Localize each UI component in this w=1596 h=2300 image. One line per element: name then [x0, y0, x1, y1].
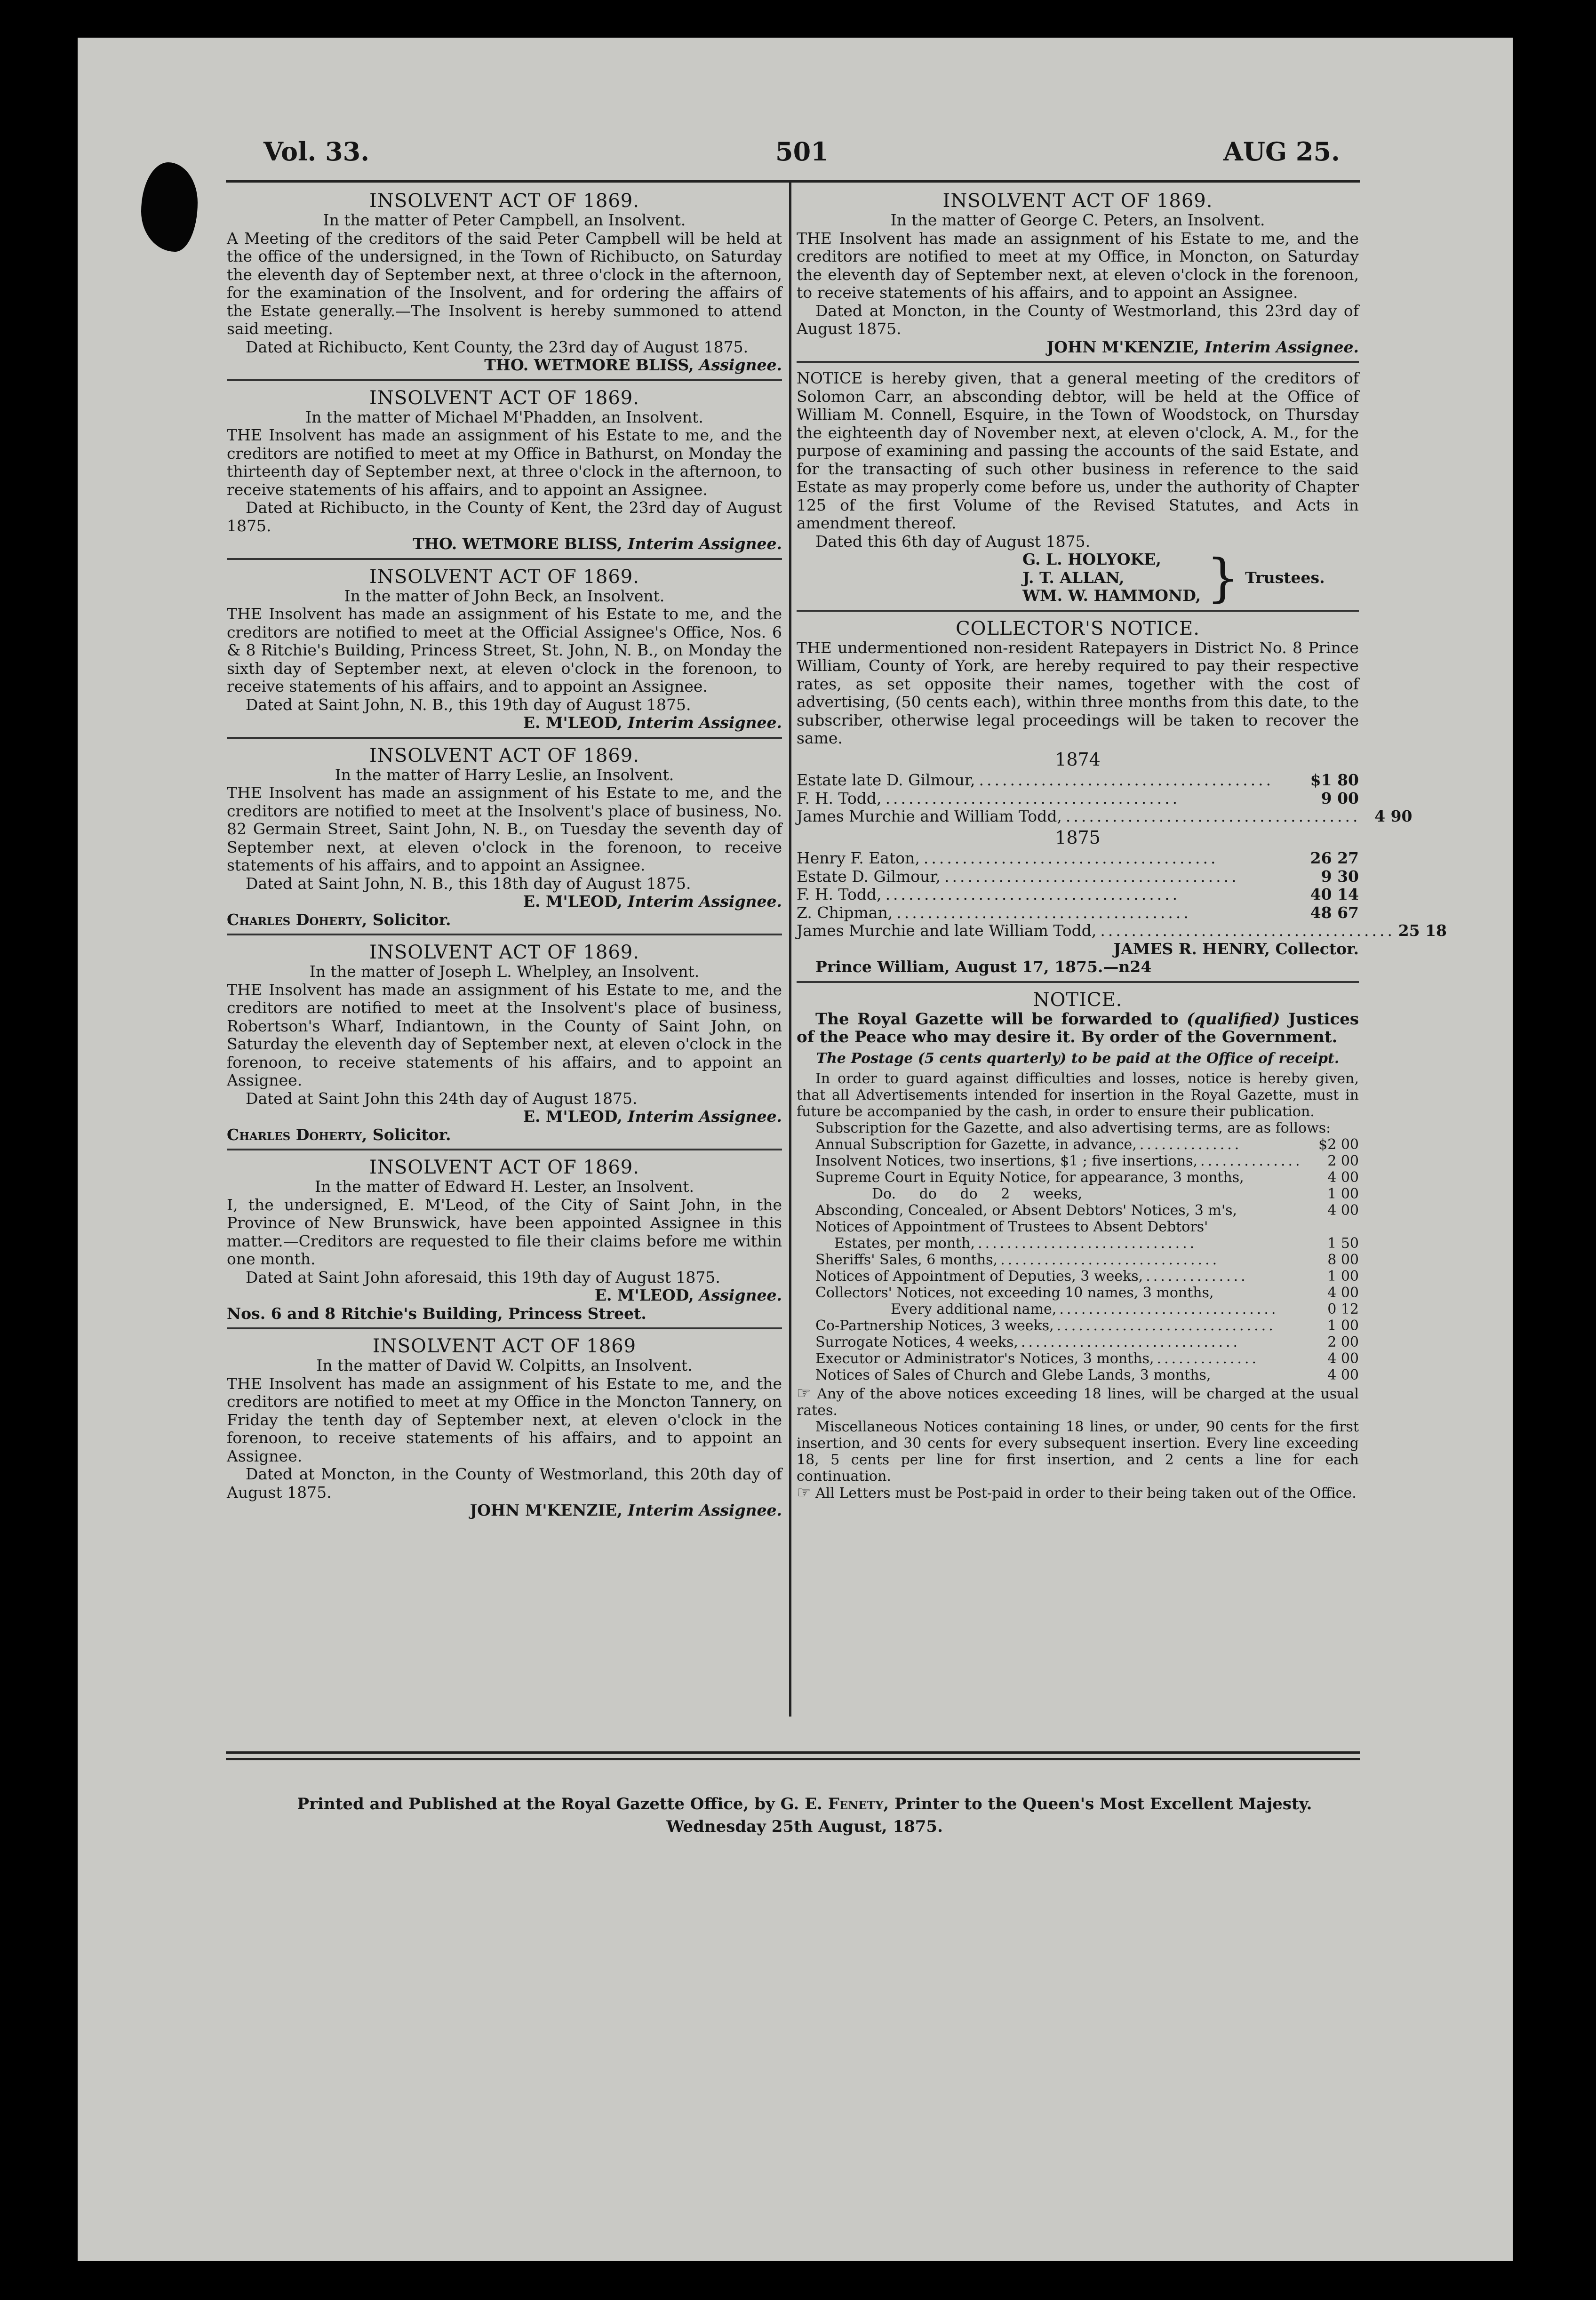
- footer-rule-top: [226, 1751, 1360, 1754]
- rate-row: [815, 1219, 1359, 1235]
- distribution-text: The Royal Gazette will be forwarded to: [815, 1009, 1187, 1029]
- notice-title: NOTICE.: [1033, 989, 1123, 1011]
- notice-signature: [227, 1501, 782, 1520]
- notice-matter: In the matter of Harry Leslie, an Insolvent.: [335, 765, 674, 784]
- notice-body: THE Insolvent has made an assignment of his Estate to me, and the creditors are notified to meet at the Official Assignee's Office, Nos. 6 & 8 Ritchie's Building, Princess Street, St. John, N. B., on Monday the sixth day of September next, at eleven o'clock in the forenoon, to receive statements of his affairs, and to appoint an Assignee.: [227, 605, 782, 695]
- ratepayer-name: James Murchie and William Todd,: [797, 807, 1062, 825]
- brace-glyph: }: [1206, 547, 1240, 608]
- notice-title: INSOLVENT ACT OF 1869.: [369, 942, 639, 963]
- leader-dots: [1211, 1367, 1307, 1383]
- rate-name: Co-Partnership Notices, 3 weeks,: [815, 1317, 1054, 1334]
- rate-amount: 40 14: [1310, 885, 1359, 903]
- leader-dots: ......................................: [1100, 921, 1396, 940]
- year-heading: 1874: [1055, 749, 1101, 770]
- rate-row: [815, 1268, 1359, 1285]
- signer-name: E. M'LEOD,: [594, 1286, 694, 1304]
- signer-title: Assignee.: [699, 356, 782, 374]
- notice-title: INSOLVENT ACT OF 1869: [372, 1335, 637, 1357]
- postage-note: The Postage (5 cents quarterly) to be paid at the Office of receipt.: [816, 1050, 1340, 1067]
- rate-amount: 1 00: [1327, 1317, 1359, 1334]
- ratepayer-row: [797, 807, 1412, 826]
- notice-signature: [227, 356, 782, 375]
- solicitor-name: Charles Doherty: [227, 1125, 362, 1144]
- leader-dots: [1237, 1202, 1307, 1219]
- ratepayer-row: [797, 771, 1359, 790]
- notice-colpitts: [227, 1336, 782, 1520]
- notice-peters: [797, 191, 1359, 363]
- notice-matter: In the matter of Edward H. Lester, an Insolvent.: [315, 1177, 694, 1196]
- ratepayer-name: F. H. Todd,: [797, 789, 882, 807]
- imprint-text-end: , Printer to the Queen's Most Excellent Majesty.: [883, 1795, 1312, 1813]
- rate-name: Surrogate Notices, 4 weeks,: [815, 1334, 1018, 1350]
- rates-list: [797, 1136, 1359, 1383]
- imprint-line: [263, 1793, 1346, 1815]
- qualified-text: (qualified): [1186, 1009, 1280, 1029]
- collector-signature: JAMES R. HENRY, Collector.: [1113, 939, 1359, 958]
- pointing-hand-icon: ☞: [797, 1383, 811, 1403]
- collector-place-date: Prince William, August 17, 1875.—n24: [815, 958, 1152, 976]
- trustees-block: [797, 547, 1359, 608]
- ratepayer-name: Henry F. Eaton,: [797, 849, 920, 867]
- excess-lines-text: Any of the above notices exceeding 18 lines, will be charged at the usual rates.: [797, 1385, 1359, 1419]
- pointing-hand-icon: ☞: [797, 1483, 811, 1502]
- solicitor-line: [227, 911, 782, 929]
- rate-amount: 9 30: [1321, 867, 1359, 886]
- rate-amount: 48 67: [1310, 903, 1359, 922]
- notice-dated: Dated at Saint John aforesaid, this 19th day of August 1875.: [246, 1268, 720, 1286]
- leader-dots: ..............................: [1059, 1301, 1279, 1318]
- notice-carr: [797, 369, 1359, 612]
- rate-amount: 25 18: [1398, 921, 1447, 940]
- leader-dots: ......................................: [885, 789, 1181, 807]
- leader-dots: ..............: [1146, 1268, 1248, 1285]
- signer-name: E. M'LEOD,: [523, 713, 622, 732]
- notice-dated: Dated at Saint John this 24th day of August 1875.: [246, 1089, 638, 1108]
- leader-dots: ......................................: [944, 867, 1239, 886]
- excess-lines-note: [797, 1385, 1359, 1419]
- rate-amount: 4 00: [1327, 1169, 1359, 1186]
- rate-row: [815, 1235, 1359, 1252]
- rate-row: [815, 1285, 1359, 1301]
- leader-dots: ..............: [1200, 1152, 1303, 1169]
- imprint-date: Wednesday 25th August, 1875.: [666, 1817, 943, 1836]
- signer-name: E. M'LEOD,: [523, 1107, 622, 1126]
- rate-row: [815, 1186, 1359, 1202]
- gazette-distribution: [797, 1010, 1359, 1046]
- notice-matter: In the matter of Peter Campbell, an Insolvent.: [323, 211, 686, 229]
- rate-amount: 0 12: [1327, 1301, 1359, 1318]
- trustee-name: J. T. ALLAN,: [1022, 568, 1125, 587]
- leader-dots: ..............: [1139, 1136, 1242, 1153]
- notice-matter: In the matter of John Beck, an Insolvent.: [344, 586, 665, 605]
- leader-dots: [1082, 1186, 1307, 1202]
- rate-amount: 4 90: [1374, 807, 1412, 825]
- solicitor-role: , Solicitor.: [361, 910, 451, 929]
- miscellaneous-notices-text: Miscellaneous Notices containing 18 lines, or under, 90 cents for the first insertion, and 30 cents for every subsequent insertion. Every line exceeding 18, 5 cents per line for first insertion, and 2 cents a line for each continuation.: [797, 1418, 1359, 1485]
- ratepayer-row: [797, 886, 1359, 904]
- ratepayer-row: [797, 921, 1447, 940]
- leader-dots: [1208, 1219, 1307, 1235]
- rate-name: Supreme Court in Equity Notice, for appearance, 3 months,: [815, 1169, 1244, 1186]
- volume-label: Vol. 33.: [263, 136, 370, 167]
- notice-dated: Dated at Moncton, in the County of Westmorland, this 20th day of August 1875.: [227, 1465, 782, 1501]
- rate-name: Annual Subscription for Gazette, in advance,: [815, 1136, 1137, 1153]
- printer-name: Fenety: [828, 1795, 884, 1813]
- notice-body: A Meeting of the creditors of the said Peter Campbell will be held at the office of the undersigned, in the Town of Richibucto, on Saturday the eleventh day of September next, at three o'clock in the afternoon, for the examination of the Insolvent, and for ordering the affairs of the Estate generally.—The Insolvent is hereby summoned to attend said meeting.: [227, 229, 782, 338]
- notice-title: INSOLVENT ACT OF 1869.: [369, 190, 639, 212]
- ratepayer-name: Estate late D. Gilmour,: [797, 771, 975, 789]
- left-column: [227, 191, 782, 1520]
- notice-matter: In the matter of Joseph L. Whelpley, an Insolvent.: [309, 962, 700, 981]
- rate-row: [815, 1153, 1359, 1169]
- rate-name: Estates, per month,: [834, 1235, 975, 1252]
- notice-beck: [227, 567, 782, 739]
- leader-dots: [1244, 1169, 1307, 1186]
- right-column: [797, 190, 1447, 1502]
- rate-name: Notices of Sales of Church and Glebe Lands, 3 months,: [815, 1366, 1211, 1383]
- ink-blot: [141, 162, 198, 252]
- notice-dated: Dated at Richibucto, in the County of Kent, the 23rd day of August 1875.: [227, 498, 782, 535]
- ratepayer-row: [797, 790, 1359, 808]
- notice-dated: Dated at Moncton, in the County of Westmorland, this 23rd day of August 1875.: [797, 301, 1359, 338]
- rate-row: [815, 1318, 1359, 1334]
- ratepayer-row: [797, 904, 1359, 922]
- solicitor-name: Charles Doherty: [227, 910, 362, 929]
- solicitor-line: [227, 1126, 782, 1144]
- rate-amount: 4 00: [1327, 1366, 1359, 1383]
- notice-body: THE Insolvent has made an assignment of his Estate to me, and the creditors are notified to meet at my Office, in Moncton, on Saturday the eleventh day of September next, at eleven o'clock in the forenoon, to receive statements of his affairs, and to appoint an Assignee.: [797, 229, 1359, 302]
- leader-dots: ......................................: [896, 903, 1191, 922]
- collectors-notice: [797, 617, 1447, 983]
- rate-row: [815, 1350, 1359, 1367]
- notice-signature: [227, 714, 782, 732]
- rate-amount: 1 00: [1327, 1185, 1359, 1202]
- leader-dots: ......................................: [1065, 807, 1361, 825]
- rate-name: Executor or Administrator's Notices, 3 months,: [815, 1350, 1154, 1367]
- advertising-notice: In order to guard against difficulties and losses, notice is hereby given, that all Advertisements intended for insertion in the Royal Gazette, must in future be accompanied by the cash, in order to ensure their publication.: [797, 1070, 1359, 1120]
- leader-dots: [1214, 1285, 1307, 1301]
- notice-body: THE Insolvent has made an assignment of his Estate to me, and the creditors are notified to meet at the Insolvent's place of business, No. 82 Germain Street, Saint John, N. B., on Tuesday the seventh day of September next, at eleven o'clock in the forenoon, to receive statements of his affairs, and to appoint an Assignee.: [227, 783, 782, 874]
- signer-name: THO. WETMORE BLISS,: [484, 356, 694, 374]
- footer-rule-bottom: [226, 1758, 1360, 1760]
- rate-row: [815, 1202, 1359, 1219]
- notice-title: INSOLVENT ACT OF 1869.: [942, 190, 1213, 212]
- signer-title: Interim Assignee.: [628, 713, 782, 732]
- solicitor-role: , Solicitor.: [361, 1125, 451, 1144]
- leader-dots: ..............................: [1021, 1334, 1241, 1350]
- distribution-text-end: Justices of the Peace who may desire it. By order of the Government.: [797, 1009, 1359, 1046]
- notice-lester: [227, 1157, 782, 1329]
- assignee-address: Nos. 6 and 8 Ritchie's Building, Princess Street.: [227, 1304, 646, 1323]
- rate-amount: 9 00: [1321, 789, 1359, 807]
- rate-amount: 2 00: [1327, 1334, 1359, 1350]
- post-paid-text: All Letters must be Post-paid in order to their being taken out of the Office.: [815, 1485, 1357, 1501]
- ratepayer-name: Z. Chipman,: [797, 903, 893, 922]
- leader-dots: ..............................: [978, 1235, 1197, 1252]
- rate-name: Do. do do 2 weeks,: [872, 1185, 1083, 1202]
- signer-title: Interim Assignee.: [628, 1107, 782, 1126]
- notice-matter: In the matter of Michael M'Phadden, an Insolvent.: [305, 407, 703, 426]
- leader-dots: ..............................: [1056, 1317, 1276, 1334]
- signer-title: Interim Assignee.: [628, 1501, 782, 1519]
- rate-amount: 4 00: [1327, 1202, 1359, 1219]
- imprint-text: Printed and Published at the Royal Gazette Office, by G. E.: [297, 1795, 828, 1813]
- trustee-names: [1022, 551, 1201, 605]
- post-paid-note: [797, 1485, 1359, 1501]
- rate-amount: 1 00: [1327, 1268, 1359, 1285]
- header-rule: [226, 180, 1360, 183]
- notice-title: INSOLVENT ACT OF 1869.: [369, 566, 639, 588]
- notice-leslie: [227, 745, 782, 936]
- notice-title: INSOLVENT ACT OF 1869.: [369, 744, 639, 767]
- rate-row: [815, 1334, 1359, 1350]
- signer-name: JOHN M'KENZIE,: [1046, 337, 1199, 356]
- signer-name: THO. WETMORE BLISS,: [413, 535, 622, 553]
- notice-dated: Dated this 6th day of August 1875.: [815, 532, 1091, 551]
- notice-whelpley: [227, 942, 782, 1150]
- printer-imprint: [263, 1793, 1346, 1838]
- leader-dots: ..............................: [1000, 1251, 1220, 1268]
- ratepayer-name: James Murchie and late William Todd,: [797, 921, 1097, 940]
- trustee-name: WM. W. HAMMOND,: [1022, 586, 1201, 605]
- signer-title: Interim Assignee.: [628, 535, 782, 553]
- rate-amount: 4 00: [1327, 1284, 1359, 1301]
- leader-dots: ......................................: [885, 885, 1181, 903]
- trustee-name: G. L. HOLYOKE,: [1022, 550, 1161, 568]
- rate-row: [815, 1367, 1359, 1383]
- notice-signature: [227, 893, 782, 911]
- leader-dots: ......................................: [923, 849, 1219, 867]
- ratepayer-row: [797, 868, 1359, 886]
- year-heading: 1875: [1055, 827, 1101, 848]
- rate-name: Notices of Appointment of Deputies, 3 weeks,: [815, 1268, 1143, 1285]
- leader-dots: ..............: [1157, 1350, 1260, 1367]
- notice-body: THE Insolvent has made an assignment of his Estate to me, and the creditors are notified to meet at my Office in Bathurst, on Monday the thirteenth day of September next, at three o'clock in the afternoon, to receive statements of his affairs, and to appoint an Assignee.: [227, 426, 782, 499]
- notice-dated: Dated at Richibucto, Kent County, the 23rd day of August 1875.: [246, 337, 749, 356]
- signer-title: Assignee.: [699, 1286, 782, 1304]
- rate-amount: 26 27: [1310, 849, 1359, 867]
- trustees-label: Trustees.: [1245, 568, 1325, 587]
- signer-title: Interim Assignee.: [1205, 337, 1359, 356]
- signer-title: Interim Assignee.: [628, 892, 782, 910]
- rate-name: Insolvent Notices, two insertions, $1 ; five insertions,: [815, 1152, 1198, 1169]
- notice-mphadden: [227, 388, 782, 560]
- notice-matter: In the matter of David W. Colpitts, an Insolvent.: [316, 1356, 693, 1374]
- notice-signature: [227, 1286, 782, 1305]
- rate-name: Every additional name,: [891, 1301, 1057, 1318]
- gazette-notice: [797, 990, 1359, 1501]
- notice-title: COLLECTOR'S NOTICE.: [956, 617, 1200, 639]
- notice-dated: Dated at Saint John, N. B., this 19th day of August 1875.: [246, 695, 691, 714]
- notice-signature: [797, 338, 1359, 357]
- notice-matter: In the matter of George C. Peters, an Insolvent.: [890, 211, 1265, 229]
- rate-row: [815, 1301, 1359, 1318]
- notice-title: INSOLVENT ACT OF 1869.: [369, 387, 639, 409]
- notice-campbell: [227, 191, 782, 381]
- leader-dots: ......................................: [979, 771, 1274, 789]
- notice-title: INSOLVENT ACT OF 1869.: [369, 1157, 639, 1178]
- rate-amount: [1307, 1219, 1359, 1235]
- rate-amount: 2 00: [1327, 1152, 1359, 1169]
- rate-name: Sheriffs' Sales, 6 months,: [815, 1251, 998, 1268]
- rate-name: Collectors' Notices, not exceeding 10 names, 3 months,: [815, 1284, 1214, 1301]
- page-number: 501: [775, 136, 829, 167]
- notice-body: THE Insolvent has made an assignment of his Estate to me, and the creditors are notified to meet at the Insolvent's place of business, Robertson's Wharf, Indiantown, in the County of Saint John, on Saturday the eleventh day of September next, at eleven o'clock in the forenoon, to receive statements of his affairs, and to appoint an Assignee.: [227, 980, 782, 1089]
- rate-row: [815, 1252, 1359, 1268]
- notice-signature: [227, 535, 782, 553]
- notice-body: THE undermentioned non-resident Ratepayers in District No. 8 Prince William, County of York, are hereby required to pay their respective rates, as set opposite their names, together with the cost of advertising, (50 cents each), within three months from this date, to the subscriber, otherwise legal proceedings will be taken to recover the same.: [797, 638, 1359, 747]
- notice-signature: [227, 1108, 782, 1126]
- rate-name: Notices of Appointment of Trustees to Absent Debtors': [815, 1218, 1208, 1235]
- column-divider: [789, 183, 791, 1717]
- rate-row: [815, 1136, 1359, 1153]
- issue-date: AUG 25.: [1223, 136, 1340, 167]
- signer-name: JOHN M'KENZIE,: [470, 1501, 622, 1519]
- ratepayer-row: [797, 849, 1359, 868]
- rate-amount: 1 50: [1327, 1235, 1359, 1252]
- ratepayer-name: Estate D. Gilmour,: [797, 867, 941, 886]
- rate-name: Absconding, Concealed, or Absent Debtors' Notices, 3 m's,: [815, 1202, 1237, 1219]
- notice-body: NOTICE is hereby given, that a general meeting of the creditors of Solomon Carr, an absconding debtor, will be held at the Office of William M. Connell, Esquire, in the Town of Woodstock, on Thursday the eighteenth day of November next, at eleven o'clock, A. M., for the purpose of examining and passing the accounts of the said Estate, and for the transacting of such other business in reference to the said Estate as may properly come before us, under the authority of Chapter 125 of the first Volume of the Revised Statutes, and Acts in amendment thereof.: [797, 369, 1359, 532]
- notice-dated: Dated at Saint John, N. B., this 18th day of August 1875.: [246, 874, 691, 893]
- notice-body: I, the undersigned, E. M'Leod, of the City of Saint John, in the Province of New Brunswick, have been appointed Assignee in this matter.—Creditors are requested to file their claims before me within one month.: [227, 1195, 782, 1268]
- rate-amount: 4 00: [1327, 1350, 1359, 1367]
- rate-amount: $2 00: [1318, 1136, 1359, 1153]
- rate-amount: 8 00: [1327, 1251, 1359, 1268]
- rate-row: [815, 1169, 1359, 1186]
- ratepayer-name: F. H. Todd,: [797, 885, 882, 903]
- rate-amount: $1 80: [1310, 771, 1359, 789]
- notice-body: THE Insolvent has made an assignment of his Estate to me, and the creditors are notified to meet at my Office in the Moncton Tannery, on Friday the tenth day of September next, at eleven o'clock in the forenoon, to receive statements of his affairs, and to appoint an Assignee.: [227, 1374, 782, 1465]
- subscription-intro: Subscription for the Gazette, and also advertising terms, are as follows:: [815, 1119, 1331, 1136]
- signer-name: E. M'LEOD,: [523, 892, 622, 910]
